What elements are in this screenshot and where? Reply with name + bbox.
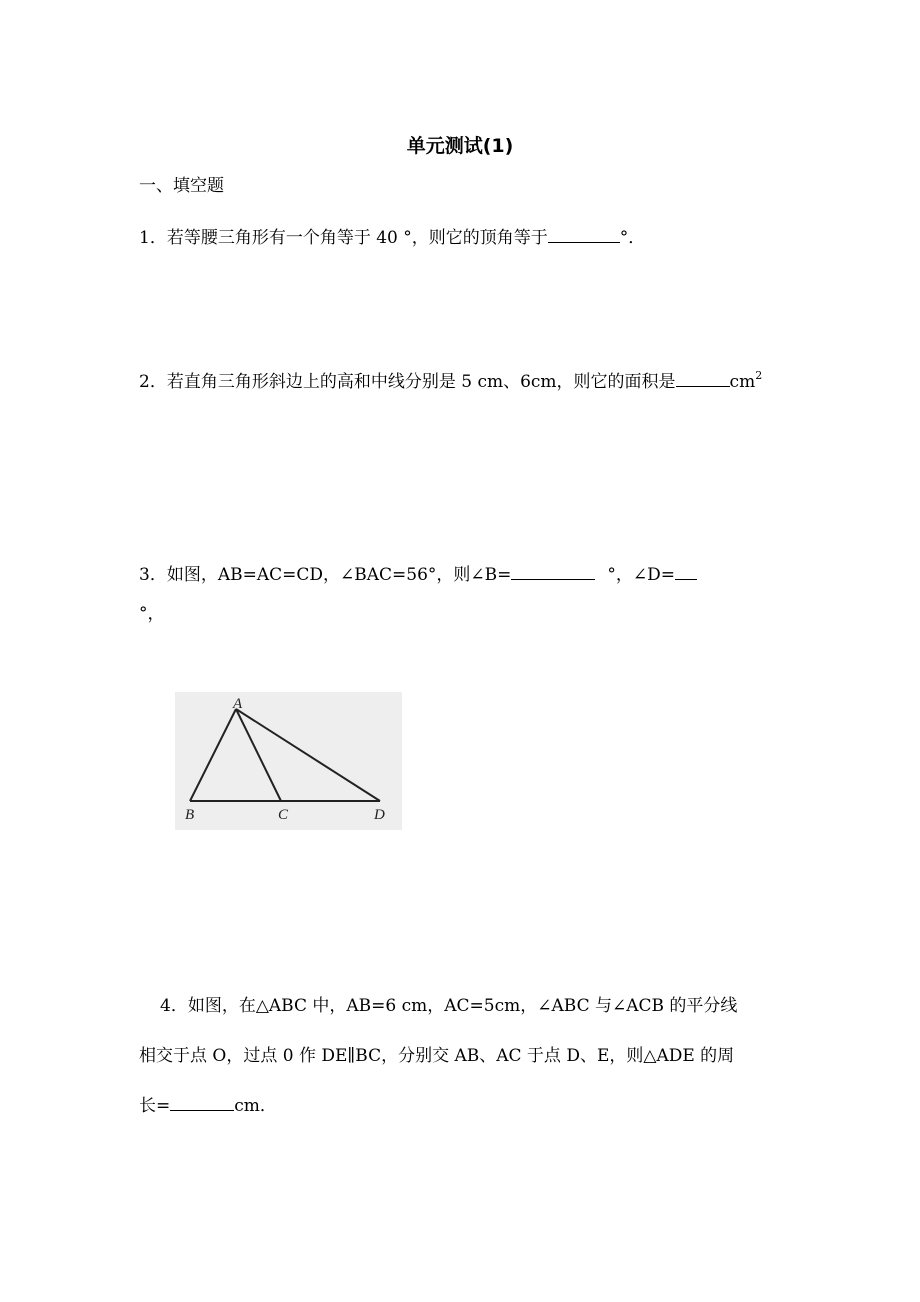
question-1-suffix: °．	[619, 228, 646, 248]
question-4-prefix: 长=	[139, 1096, 171, 1116]
question-1	[139, 227, 645, 247]
question-3-line-1	[139, 564, 697, 584]
triangle-figure	[175, 692, 402, 830]
question-1-text: 1．若等腰三角形有一个角等于 40 °，则它的顶角等于	[139, 228, 548, 248]
answer-blank-3b[interactable]	[675, 564, 697, 580]
answer-blank-2[interactable]	[676, 371, 730, 387]
question-3-line-2: °，	[139, 604, 165, 624]
answer-blank-4[interactable]	[170, 1095, 234, 1111]
label-c: C	[278, 807, 289, 823]
page-title: 单元测试(1)	[406, 135, 514, 157]
question-3-text: 3．如图，AB=AC=CD，∠BAC=56°，则∠B=	[139, 565, 512, 585]
question-2-superscript: 2	[755, 369, 763, 383]
question-4-line-3	[139, 1095, 277, 1115]
question-2-unit: cm	[729, 372, 756, 392]
question-2-text: 2．若直角三角形斜边上的高和中线分别是 5 cm、6cm，则它的面积是	[139, 372, 676, 392]
answer-blank-3a[interactable]	[511, 564, 595, 580]
label-a: A	[233, 696, 243, 712]
question-2	[139, 371, 762, 391]
label-b: B	[185, 807, 195, 823]
question-3-mid: °，∠D=	[607, 565, 675, 585]
question-4-line-2: 相交于点 O，过点 0 作 DE∥BC，分别交 AB、AC 于点 D、E，则△ADE 的周	[139, 1046, 735, 1066]
label-d: D	[374, 807, 385, 823]
section-heading: 一、填空题	[139, 176, 224, 196]
question-4-suffix: cm．	[234, 1096, 277, 1116]
answer-blank-1[interactable]	[548, 227, 620, 243]
question-4-line-1: 4．如图，在△ABC 中，AB=6 cm，AC=5cm，∠ABC 与∠ACB 的平分线	[160, 996, 738, 1016]
